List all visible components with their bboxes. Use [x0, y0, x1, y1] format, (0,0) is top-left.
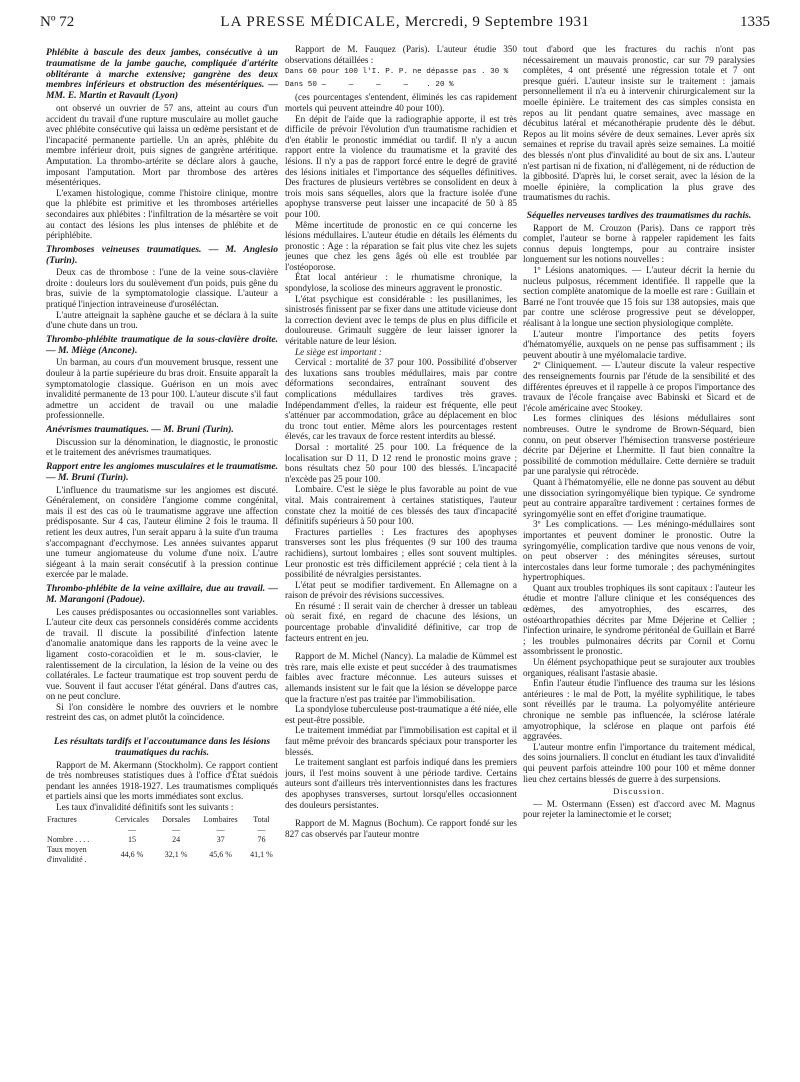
table-cell: —	[128, 824, 136, 834]
paragraph: Deux cas de thrombose : l'une de la veine sous-clavière droite : douleurs lors du soulèvement d'un poids, puis gêne du bras, suivie de la symptomatologie classique. L'auteur a pratiqué l'injection intraveineuse d'uroséléctan.	[46, 267, 278, 310]
table-header: Total	[253, 814, 270, 824]
paragraph: 2º Cliniquement. — L'auteur discute la valeur respective des renseignements fournis par l'étude de la sensibilité et des différentes épreuves et il rappelle à ce propos l'importance des travaux de l'école française avec Babinski et Sicard et de l'école américaine avec Stookey.	[523, 360, 755, 413]
paragraph: ont observé un ouvrier de 57 ans, atteint au cours d'un accident du travail d'une rupture musculaire au mollet gauche avec phlébite consécutive qui laissa un œdème persistant et de l'incapacité permanente partielle. Un an après, phlébite du membre inférieur droit, puis signes de gangrène artéritique. Amputation. La thrombo-artérite se déclare alors à gauche, imposant l'amputation. Mort par thrombose des artères mésentériques.	[46, 102, 278, 188]
table-row	[46, 845, 278, 865]
paragraph: L'état peut se modifier tardivement. En Allemagne on a raison de prévoir des révisions successives.	[285, 579, 517, 601]
section-heading: Séquelles nerveuses tardives des traumatismes du rachis.	[526, 209, 752, 221]
section-heading: Thrombo-phlébite de la veine axillaire, due au travail. — M. Marangoni (Padoue).	[46, 582, 278, 605]
paragraph: Dorsal : mortalité 25 pour 100. La fréquence de la localisation sur D 11, D 12 rend le pronostic moins grave ; bons résultats chez 50 pour 100 des blessés. L'incapacité n'excède pas 25 pour 100.	[285, 441, 517, 484]
paragraph: L'examen histologique, comme l'histoire clinique, montre que la phlébite est primitive et les thromboses artérielles secondaires aux phlébites : l'infiltration de la mésartère se voit au contact des lésions les plus intenses de phlébite et de périphlébite.	[46, 187, 278, 241]
paragraph: En résumé : Il serait vain de chercher à dresser un tableau où serait fixé, en regard de chacune des lésions, un pourcentage probable d'invalidité définitive, car trop de facteurs entrent en jeu.	[285, 600, 517, 643]
column-3	[523, 44, 755, 1074]
column-1	[46, 44, 278, 1074]
section-heading: Thromboses veineuses traumatiques. — M. Anglesio (Turin).	[46, 243, 278, 266]
page-number-right: 1335	[740, 14, 770, 30]
table-cell: 37	[216, 834, 225, 844]
table-header: Dorsales	[162, 814, 191, 824]
paragraph: Un barman, au cours d'un mouvement brusque, ressent une douleur à la partie supérieure du bras droit. Ensuite apparaît la symptomatologie classique. Guérison en un mois avec invalidité permanente de 13 pour 100. L'auteur discute s'il faut admettre un accident de travail ou une maladie professionnelle.	[46, 357, 278, 421]
paragraph: Un élément psychopathique peut se surajouter aux troubles organiques, réalisant l'astasie abasie.	[523, 657, 755, 678]
paragraph: Rapport de M. Magnus (Bochum). Ce rapport fondé sur les 827 cas observés par l'auteur montre	[285, 818, 517, 839]
paragraph: Le siège est important :	[295, 346, 382, 357]
table-dash-row	[46, 825, 278, 835]
page-header	[40, 12, 770, 34]
paragraph: Rapport de M. Akermann (Stockholm). Ce rapport contient de très nombreuses statistiques dues à l'office d'État suédois pendant les années 1918-1927. Les traumatismes compliqués et partiels ainsi que les morts immédiates sont exclus.	[46, 759, 278, 802]
paragraph: Rapport de M. Crouzon (Paris). Dans ce rapport très complet, l'auteur se borne à rappeler rapidement les faits connus depuis longtemps, pour au contraire insister longuement sur les notions nouvelles :	[523, 222, 755, 265]
stat-line: Dans 60 pour 100 l'I. P. P. ne dépasse pas . 30 %	[285, 68, 509, 77]
table-cell: 24	[172, 834, 181, 844]
section-heading: Les résultats tardifs et l'accoutumance dans les lésions traumatiques du rachis.	[53, 736, 271, 758]
table-cell: 15	[128, 834, 136, 844]
paragraph: L'état psychique est considérable : les pusillanimes, les sinistrosés finissent par se fixer dans une attitude vicieuse dont la correction devient avec le temps de plus en plus difficile et douloureuse. Grimault suggère de leur laisser ignorer la véritable nature de leur lésion.	[285, 293, 517, 347]
table-row	[46, 835, 278, 845]
invalidity-table	[46, 815, 278, 865]
table-cell: 44,6 %	[120, 849, 144, 859]
table-cell: Taux moyen d'invalidité .	[47, 844, 87, 864]
discussion-heading: Discussion.	[613, 786, 665, 797]
section-heading: Phlébite à bascule des deux jambes, consécutive à un traumatisme de la jambe gauche, compliquée d'artérite oblitérante à marche extensive; gangrène des deux membres inférieurs et obstruction des mésentériques. — MM. E. Martin et Ravault (Lyon)	[46, 47, 278, 102]
paragraph: Rapport de M. Fauquez (Paris). L'auteur étudie 350 observations détaillées :	[285, 44, 517, 65]
paragraph: (ces pourcentages s'entendent, éliminés les cas rapidement mortels qui peuvent atteindre 40 pour 100).	[285, 92, 517, 113]
paragraph: La spondylose tuberculeuse post-traumatique a été niée, elle est peut-être possible.	[285, 704, 517, 725]
section-heading: Anévrismes traumatiques. — M. Bruni (Turin).	[46, 424, 234, 436]
paragraph: Si l'on considère le nombre des ouvriers et le nombre restreint des cas, on admet plutôt la coïncidence.	[46, 701, 278, 723]
paragraph: 3º Les complications. — Les méningo-médullaires sont importantes et peuvent dominer le pronostic. Outre la syringomyélie, complication tardive que nous venons de voir, on peut observer : des méningites séreuses, surtout intercostales dans leur forme tumorale ; des pachyméningites hypertrophiques.	[523, 519, 755, 583]
table-cell: Nombre . . . .	[47, 834, 90, 844]
stat-line: Dans 50 — — — — . 20 %	[285, 80, 454, 89]
table-cell: 45,6 %	[209, 849, 232, 859]
table-cell: 41,1 %	[250, 849, 273, 859]
paragraph: Les causes prédisposantes ou occasionnelles sont variables. L'auteur cite deux cas personnels considérés comme accidents de travail. Il discute la possibilité d'infection latente d'anomalie anatomique dans les rapports de la veine avec le ligament costo-coracoïdien et le m. sous-clavier, le ralentissement de la circulation, la lésion de la veine ou des collatérales. Le facteur traumatique est trop souvent perdu de vue. Souvent il faut accuser l'état général. Dans d'autres cas, on ne peut conclure.	[46, 606, 278, 702]
paragraph: État local antérieur : le rhumatisme chronique, la spondylose, la scoliose des mineurs aggravent le pronostic.	[285, 272, 517, 294]
paragraph: — M. Ostermann (Essen) est d'accord avec M. Magnus pour rejeter la laminectomie et le corset;	[523, 798, 755, 820]
paragraph: En dépit de l'aide que la radiographie apporte, il est très difficile de prévoir l'évolution d'un traumatisme rachidien et d'en établir le pronostic immédiat ou tardif. Il n'y a aucun rapport entre la violence du traumatisme et la gravité des lésions. Il n'y a pas de rapport forcé entre le degré de gravité des lésions initiales et l'importance des séquelles définitives. Des fractures de plusieurs vertèbres se consolident en deux à trois mois sans séquelles, alors que la fracture isolée d'une apophyse transverse peut laisser une incapacité de 50 à 85 pour 100.	[285, 113, 517, 219]
paragraph: Lombaire. C'est le siège le plus favorable au point de vue vital. Mais contrairement à certaines statistiques, l'auteur constate chez la moitié de ces blessés des taux d'incapacité définitifs supérieurs à 50 pour 100.	[285, 484, 517, 527]
section-heading: Rapport entre les angiomes musculaires et le traumatisme. — M. Bruni (Turin).	[46, 461, 278, 483]
column-2	[285, 44, 517, 1074]
paragraph: L'auteur montre l'importance des petits foyers d'hématomyélie, auxquels on ne pense pas suffisamment ; ils peuvent aboutir à une myélomalacie tardive.	[523, 328, 755, 360]
paragraph: Cervical : mortalité de 37 pour 100. Possibilité d'observer des luxations sans troubles médullaires, mais par contre déformations secondaires, entraînant souvent des complications médullaires tardives très graves. Indépendamment d'elles, la raideur est fréquente, elle peut s'atténuer par accommodation, grâce au déplacement en bloc du tronc tout entier. Même alors les pourcentages restent élevés, car les travaux de force restent interdits au blessé.	[285, 357, 517, 442]
table-cell: 76	[257, 834, 266, 844]
paragraph: L'auteur montre enfin l'importance du traitement médical, des soins journaliers. Il conclut en étudiant les taux d'invalidité qui peuvent parfois atteindre 100 pour 100 et même donner lieu chez certains blessés de guerre à des surpensions.	[523, 741, 755, 784]
paragraph: Le traitement immédiat par l'immobilisation est capital et il faut même prévoir des brancards spéciaux pour transporter les blessés.	[285, 725, 517, 757]
table-cell: —	[216, 824, 225, 834]
paragraph: 1º Lésions anatomiques. — L'auteur décrit la hernie du nucleus pulposus, récemment identifiée. Il rappelle que la section complète anatomique de la moelle est rare : Guillain et Barré ne l'ont trouvée que 15 fois sur 138 autopsies, mais que par contre une sclérose progressive peut se développer, réalisant à la longue une section physiologique complète.	[523, 265, 755, 329]
table-cell: —	[172, 824, 181, 834]
page-number-left: Nº 72	[40, 14, 75, 30]
paragraph: Quant à l'hématomyélie, elle ne donne pas souvent au début une dissociation syringomyélique bien typique. Ce syndrome peut au contraire apparaître tardivement : certaines formes de syringomyélie sont en effet d'origine traumatique.	[523, 476, 755, 519]
paragraph: Discussion sur la dénomination, le diagnostic, le pronostic et le traitement des anévrismes traumatiques.	[46, 436, 278, 458]
table-header: Cervicales	[115, 814, 149, 824]
table-header: Fractures	[47, 814, 77, 824]
paragraph: Les formes cliniques des lésions médullaires sont nombreuses. Outre le syndrome de Brown-Séquard, bien connu, on peut observer l'hémisection transverse postérieure décrite par Déjerine et Lhermitte. Il faut bien connaître la possibilité de commotion médullaire. Cette dernière se traduit par une paralysie qui rétrocède.	[523, 413, 755, 477]
paragraph: Rapport de M. Michel (Nancy). La maladie de Kümmel est très rare, mais elle existe et peut succéder à des traumatismes faibles avec fracture méconnue. Les auteurs suisses et allemands insistent sur le fait que la lésion se développe parce que la fracture n'est pas traitée par l'immobilisation.	[285, 651, 517, 704]
section-heading: Thrombo-phlébite traumatique de la sous-clavière droite. — M. Miège (Ancone).	[46, 333, 278, 356]
table-cell: 32,1 %	[164, 849, 188, 859]
table-cell: —	[257, 824, 266, 834]
paragraph: Le traitement sanglant est parfois indiqué dans les premiers jours, il l'est moins souvent à une période tardive. Certains auteurs sont d'ailleurs très interventionnistes dans les fractures des apophyses transverses, surtout lorsqu'elles occasionnent des douleurs persistantes.	[285, 757, 517, 810]
paragraph: Même incertitude de pronostic en ce qui concerne les lésions médullaires. L'auteur étudie en détails les éléments du pronostic : Age : la réparation se fait plus vite chez les sujets jeunes que chez les gens âgés où elle est troublée par l'ostéoporose.	[285, 219, 517, 272]
paragraph: L'autre atteignait la saphène gauche et se déclara à la suite d'une chute dans un trou.	[46, 309, 278, 331]
paragraph: tout d'abord que les fractures du rachis n'ont pas nécessairement un mauvais pronostic, car sur 79 paralysies complètes, 4 ont présenté une régression totale et 7 ont presque guéri. L'auteur insiste sur le traitement : jamais personnellement il n'a eu à intervenir chirurgicalement sur la moelle épinière. Le traitement des cas simples consista en repos au lit pendant quatre semaines, avec massage en décubitus latéral et mécanothérapie prudente dès le début. Repos au lit moins sévère de deux semaines. Lever après six semaines et reprise du travail après seize semaines. La moitié des blessés n'ont plus d'invalidité au bout de six ans. L'auteur n'est partisan ni de fixation, ni d'allègement, ni de réduction de la gibbosité. D'après lui, le corset serait, avec la lésion de la moelle épinière, la complication la plus grave des traumatismes du rachis.	[523, 44, 755, 203]
paragraph: Quant aux troubles trophiques ils sont capitaux : l'auteur les étudie et montre l'allure clinique et les conséquences des œdèmes, des amyotrophies, des escarres, des ostéoarthropathies décrites par Mme Déjerine et Cellier ; l'infection urinaire, le syndrome péritonéal de Guillain et Barré ; les troubles pulmonaires décrits par Cornil et Cornu assombrissent le pronostic.	[523, 582, 755, 657]
paragraph: Fractures partielles : Les fractures des apophyses transverses sont les plus fréquentes (9 sur 100 des trauma rachidiens), surtout lombaires ; elles sont souvent multiples. Leur pronostic est très difficilement apprécié ; cela tient à la possibilité de névralgies persistantes.	[285, 526, 517, 580]
table-header: Lombaires	[203, 814, 238, 824]
paragraph: L'influence du traumatisme sur les angiomes est discuté. Généralement, on considère l'angiome comme congénital, mais il est des cas où le traumatisme aggrave une affection prédisposante. Sur 4 cas, l'auteur élimine 2 fois le trauma. Il retient les deux autres, l'un serait apparu à la suite d'un trauma s'accompagnant d'ecchymose. Les années suivantes apparut une tumeur angiomateuse du volume d'une noix. L'autre siégeant à la main serait consécutif à la pression continue exercée par le malade.	[46, 484, 278, 580]
paragraph: Enfin l'auteur étudie l'influence des trauma sur les lésions antérieures : le mal de Pott, la myélite syphilitique, le tabes sont réveillés par le trauma. La polyomyélite antérieure chronique ne semble pas influencée, la sclérose latérale amyotrophique, la sclérose en plaque ont parfois été aggravées.	[523, 678, 755, 742]
table-header-row	[46, 815, 278, 825]
journal-title: LA PRESSE MÉDICALE, Mercredi, 9 Septembre 1931	[220, 14, 590, 30]
paragraph: Les taux d'invalidité définitifs sont les suivants :	[56, 802, 234, 813]
